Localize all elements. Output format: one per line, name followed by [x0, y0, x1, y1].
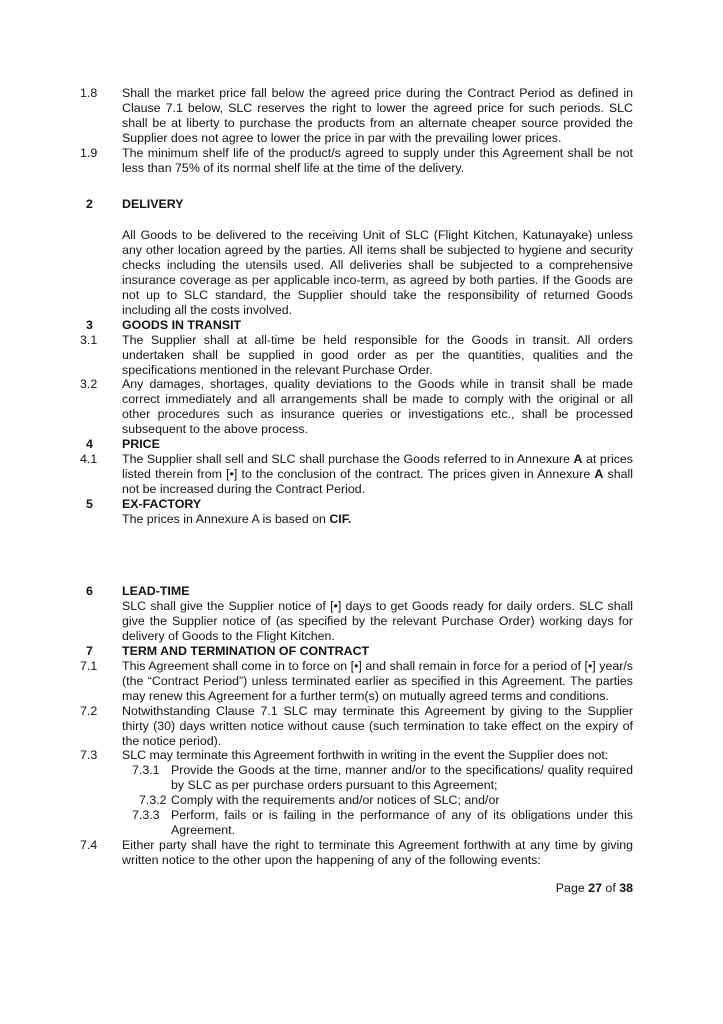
section-number: 2	[86, 197, 93, 212]
subclause-row	[132, 808, 633, 838]
text-run: All Goods to be delivered to the receiving Unit of SLC (Flight Kitchen, Katunayake) unless any other location agreed by the parties. All items shall be subjected to hygiene and security checks including the utensils used. All deliveries shall be subjected to a comprehensive insurance coverage as per applicable inco-term, as agreed by both parties. If the Goods are not up to SLC standard, the Supplier should take the responsibility of returned Goods including all the costs involved.	[122, 228, 633, 317]
clause-number: 4.1	[80, 451, 98, 466]
clause-text	[122, 333, 633, 378]
footer-page-label: Page	[555, 880, 589, 895]
document-body	[80, 86, 633, 868]
bold-text-run: A	[594, 466, 604, 481]
text-run: SLC may terminate this Agreement forthwith in writing in the event the Supplier does not:	[122, 748, 609, 763]
section-title: EX-FACTORY	[122, 496, 202, 511]
clause-number: 7.3	[80, 748, 98, 763]
section-title: PRICE	[122, 437, 160, 452]
clause-text	[122, 452, 633, 497]
clause-text	[171, 763, 633, 793]
footer-total-pages: 38	[619, 880, 633, 895]
footer-of-label: of	[601, 880, 620, 895]
section-number: 6	[86, 584, 93, 599]
clause-row	[80, 333, 633, 378]
clause-number: 7.3.2	[139, 793, 167, 808]
section-heading	[80, 437, 633, 452]
subclause-row	[132, 763, 633, 793]
text-run: Either party shall have the right to terminate this Agreement forthwith at any time by giving written notice to the other upon the happening of any of the following events:	[122, 837, 633, 867]
section-number: 5	[86, 496, 93, 511]
text-run: The Supplier shall at all-time be held responsible for the Goods in transit. All orders undertaken shall be supplied in good order as per the quantities, qualities and the specifications mentioned in the relevant Purchase Order.	[122, 332, 633, 377]
clause-text	[122, 512, 633, 527]
clause-text	[122, 377, 633, 437]
clause-number: 1.8	[80, 86, 98, 100]
text-run: The minimum shelf life of the product/s agreed to supply under this Agreement shall be not less than 75% of its normal shelf life at the time of the delivery.	[122, 145, 633, 175]
clause-text	[122, 599, 633, 644]
clause-number: 1.9	[80, 145, 98, 160]
section-number: 7	[86, 644, 93, 659]
footer-page-number: 27	[588, 880, 602, 895]
section-heading	[80, 197, 633, 212]
text-run: shall not be increased during the Contract Period.	[122, 466, 633, 496]
bold-text-run: CIF.	[329, 511, 352, 526]
paragraph	[80, 512, 633, 527]
section-title: GOODS IN TRANSIT	[122, 317, 242, 332]
clause-row	[80, 452, 633, 497]
section-heading	[80, 584, 633, 599]
text-run: Any damages, shortages, quality deviations to the Goods while in transit shall be made correct immediately and all arrangements shall be made to comply with the original or all other procedures such as insurance queries or investigations etc., shall be processed subsequent to the above process.	[122, 377, 633, 437]
text-run: Shall the market price fall below the agreed price during the Contract Period as defined in Clause 7.1 below, SLC reserves the right to lower the agreed price for such periods. SLC shall be at liberty to purchase the products from an alternate cheaper source provided the Supplier does not agree to lower the price in par with the prevailing lower prices.	[122, 86, 633, 145]
text-run: Perform, fails or is failing in the performance of any of its obligations under this Agreement.	[171, 808, 633, 837]
text-run: at prices listed therein from [•] to the conclusion of the contract. The prices given in Annexure	[122, 451, 633, 481]
clause-number: 7.2	[80, 703, 98, 718]
text-run: The Supplier shall sell and SLC shall purchase the Goods referred to in Annexure	[122, 451, 574, 466]
clause-number: 7.3.3	[132, 808, 160, 823]
clause-number: 7.3.1	[132, 763, 160, 778]
clause-row	[80, 748, 633, 763]
bold-text-run: A	[573, 451, 583, 466]
clause-row	[80, 838, 633, 868]
section-title: LEAD-TIME	[122, 584, 190, 599]
section-heading	[80, 644, 633, 659]
section-number: 4	[86, 437, 93, 452]
page-footer	[80, 881, 633, 896]
section-number: 3	[86, 317, 93, 332]
clause-row	[80, 146, 633, 176]
text-run: Notwithstanding Clause 7.1 SLC may terminate this Agreement by giving to the Supplier thirty (30) days written notice without cause (such termination to take effect on the expiry of the notice period).	[122, 703, 633, 748]
clause-text	[122, 838, 633, 868]
clause-text	[122, 146, 633, 176]
paragraph	[80, 228, 633, 317]
clause-text	[122, 86, 633, 146]
clause-number: 7.4	[80, 837, 98, 852]
clause-text	[122, 228, 633, 317]
section-title: DELIVERY	[122, 197, 184, 212]
section-heading	[80, 318, 633, 333]
clause-text	[171, 793, 633, 808]
text-run: Provide the Goods at the time, manner and/or to the specifications/ quality required by SLC as per purchase orders pursuant to this Agreement;	[171, 763, 633, 793]
section-title: TERM AND TERMINATION OF CONTRACT	[122, 644, 370, 659]
clause-row	[80, 704, 633, 749]
text-run: SLC shall give the Supplier notice of [•] days to get Goods ready for daily orders. SLC shall give the Supplier notice of (as specified by the relevant Purchase Order) working days for delivery of Goods to the Flight Kitchen.	[122, 599, 633, 644]
section-heading	[80, 497, 633, 512]
clause-row	[80, 377, 633, 437]
paragraph	[80, 599, 633, 644]
subclause-row	[132, 793, 633, 808]
clause-text	[122, 659, 633, 704]
text-run: The prices in Annexure A is based on	[122, 511, 330, 526]
clause-number: 3.2	[80, 377, 98, 392]
clause-text	[122, 704, 633, 749]
clause-number: 3.1	[80, 332, 98, 347]
clause-text	[171, 808, 633, 838]
clause-number: 7.1	[80, 659, 98, 673]
clause-text	[122, 748, 633, 763]
text-run: Comply with the requirements and/or notices of SLC; and/or	[171, 793, 500, 808]
clause-row	[80, 86, 633, 146]
text-run: This Agreement shall come in to force on [•] and shall remain in force for a period of [•] year/s (the “Contract Period”) unless terminated earlier as specified in this Agreement. The parties may renew this Agreement for a further term(s) on mutually agreed terms and conditions.	[122, 659, 633, 703]
clause-row	[80, 659, 633, 704]
